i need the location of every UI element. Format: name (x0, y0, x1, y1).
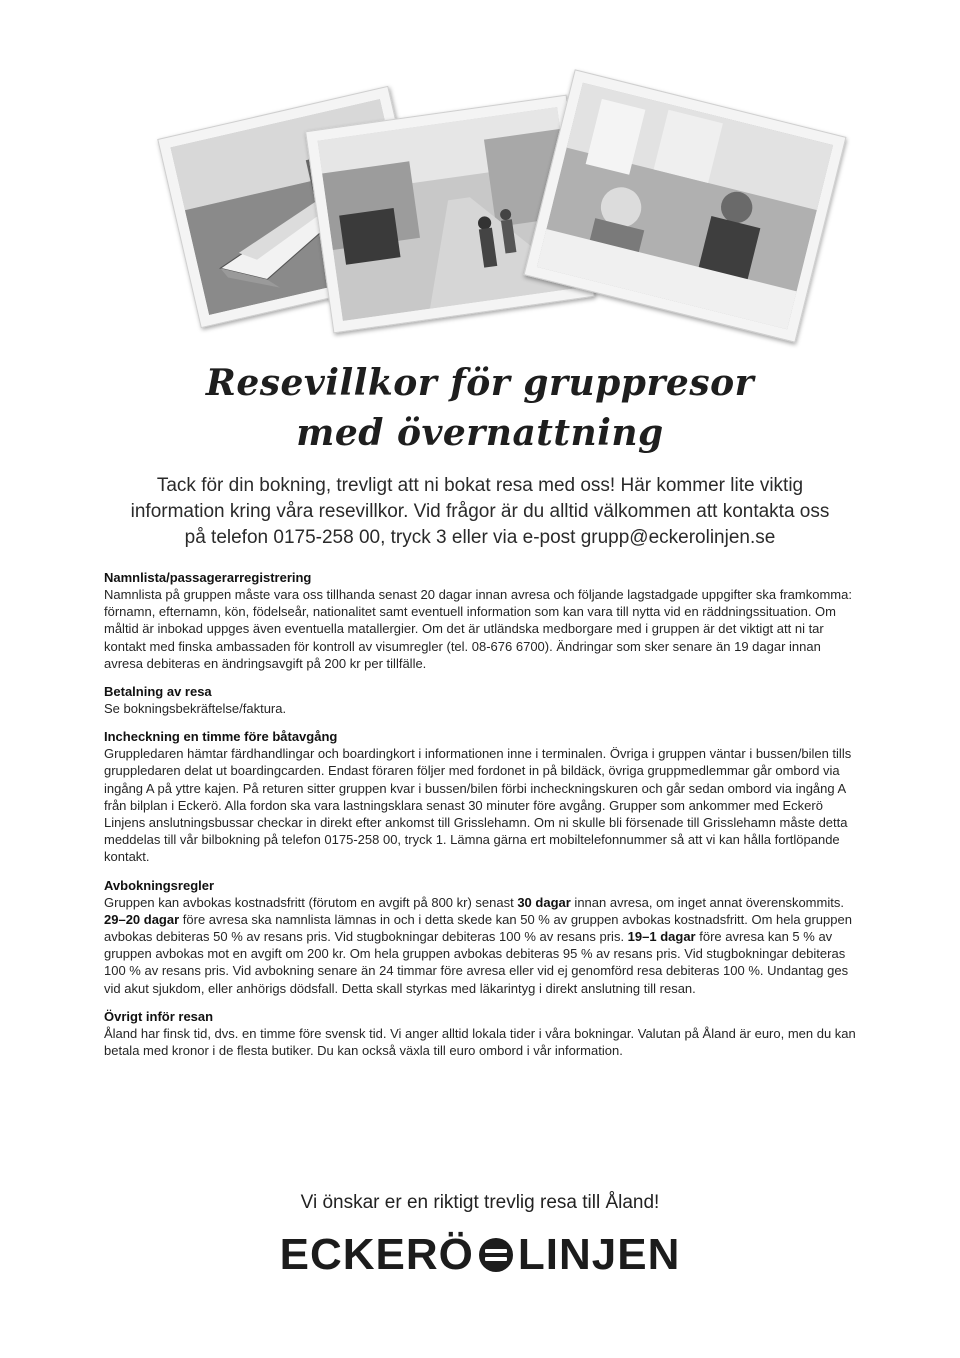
logo-text-right: LINJEN (517, 1230, 681, 1279)
section-text: Gruppledaren hämtar färdhandlingar och boardingkort i informationen inne i terminalen. Övriga i gruppen väntar i bussen/bilen tills gruppledaren delat ut boardingcarden. Endast föraren följer med fordonet in på bildäck, övriga gruppmedlemmar går ombord via ingång A på yttre kajen. På returen sitter gruppen kvar i bussen/bilen förbi incheckningskuren och går sedan ombord via ingång A från bilplan i Eckerö. Alla fordon ska vara lastningsklara senast 30 minuter före avgång. Grupper som ankommer med Eckerö Linjens anslutningsbussar checkar in direkt efter ankomst till Grisslehamn. Om ni skulle bli försenade till Grisslehamn måste detta meddelas till vår bilbokning på telefon 0175-258 00, tryck 1. Lämna gärna ert mobiltelefonnummer så att vi kan hålla fortlöpande kontakt. (104, 746, 852, 865)
section-namnlista (104, 569, 856, 672)
eckero-linjen-logo (0, 1230, 960, 1280)
section-heading: Övrigt inför resan (104, 1008, 214, 1024)
section-heading: Betalning av resa (104, 684, 212, 700)
page-title-line-1: Resevillkor för gruppresor (205, 362, 755, 404)
closing-line: Vi önskar er en riktigt trevlig resa till Åland! (300, 1192, 660, 1213)
section-text (104, 894, 856, 997)
terms-body (104, 569, 856, 1070)
logo-text-left: ECKERÖ (279, 1230, 474, 1279)
section-betalning (104, 683, 856, 717)
text-run: Gruppen kan avbokas kostnadsfritt (förutom en avgift på 800 kr) senast (104, 894, 518, 910)
page-title-line-2: med övernattning (296, 412, 664, 454)
section-avbokning (104, 877, 856, 997)
section-heading: Incheckning en timme före båtavgång (104, 729, 338, 745)
section-heading: Namnlista/passagerarregistrering (104, 570, 312, 585)
section-text: Åland har finsk tid, dvs. en timme före svensk tid. Vi anger alltid lokala tider i våra bokningar. Valutan på Åland är euro, men du kan betala med kronor i de flesta butiker. Du kan också växla till euro ombord i vår information. (104, 1025, 856, 1059)
bold-deadline: 19–1 dagar (627, 929, 696, 945)
intro-paragraph: Tack för din bokning, trevligt att ni bokat resa med oss! Här kommer lite viktig information kring våra resevillkor. Vid frågor är du alltid välkommen att kontakta oss på telefon 0175-258 00, tryck 3 eller via e-post grupp@eckerolinjen.se (130, 475, 830, 548)
bold-deadline: 29–20 dagar (104, 911, 180, 927)
bold-deadline: 30 dagar (517, 894, 571, 910)
text-run: före avresa ska namnlista lämnas in och i detta skede kan 50 % av gruppen avbokas kostnadsfritt. Om hela gruppen avbokas debiteras 50 % av resans pris. Vid stugbokningar debiteras 100 % av resans pris. (104, 911, 852, 945)
section-heading: Avbokningsregler (104, 877, 215, 893)
dining-photo (524, 69, 847, 342)
section-incheckning (104, 728, 856, 865)
text-run: innan avresa, om inget annat överenskommits. (570, 894, 844, 910)
section-text: Namnlista på gruppen måste vara oss tillhanda senast 20 dagar innan avresa och följande lagstadgade uppgifter ska framkomma: förnamn, efternamn, kön, födelseår, nationalitet samt eventuell information som kan vara till nytta vid en räddningssituation. Om måltid är inbokad uppges även eventuella matallergier. Om det är utländska medborgare med i gruppen är det viktigt att ni tar kontakt med finska ambassaden för kontroll av visumregler (tel. 08-676 6700). Ändringar som sker senare än 19 dagar innan avresa debiteras en ändringsavgift på 200 kr per tillfälle. (104, 587, 852, 671)
logo-emblem-icon (478, 1237, 514, 1273)
text-run: före avresa kan 5 % av gruppen avbokas mot en avgift om 200 kr. Om hela gruppen avbokas debiteras 95 % av resans pris. Vid stugbokningar debiteras 100 % av resans pris. Vid avbokning senare än 24 timmar före avresa eller vid ej genomförd resa debiteras 100 %. Undantag ges vid akut sjukdom, eller anhörigs dödsfall. Detta skall styrkas med läkarintyg i direkt anslutning till resan. (104, 929, 849, 996)
section-ovrigt (104, 1008, 856, 1059)
section-text: Se bokningsbekräftelse/faktura. (104, 701, 287, 717)
